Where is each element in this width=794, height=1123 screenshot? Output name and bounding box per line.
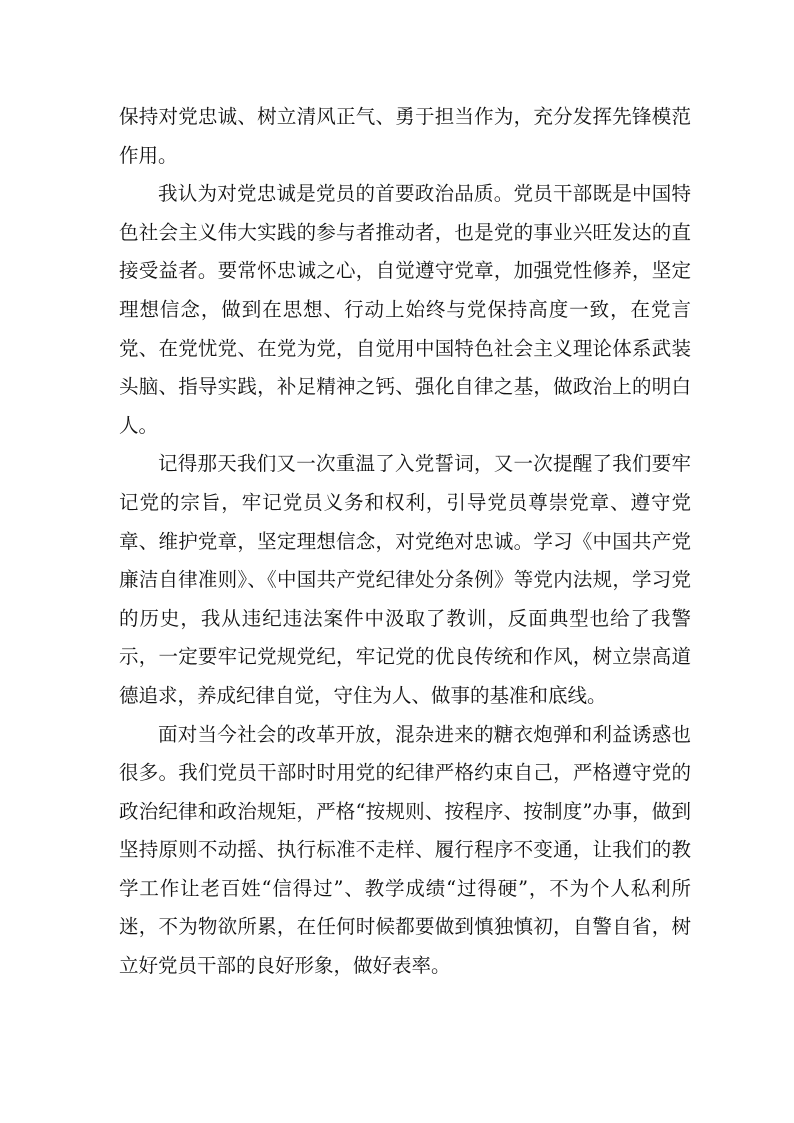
paragraph-loyalty: 我认为对党忠诚是党员的首要政治品质。党员干部既是中国特色社会主义伟大实践的参与者推动者，也是党的事业兴旺发达的直接受益者。要常怀忠诚之心，自觉遵守党章，加强党性修养，坚定理想信念，做到在思想、行动上始终与党保持高度一致，在党言党、在党忧党、在党为党，自觉用中国特色社会主义理论体系武装头脑、指导实践，补足精神之钙、强化自律之基，做政治上的明白人。 [119,182,691,437]
paragraph-discipline: 面对当今社会的改革开放，混杂进来的糖衣炮弹和利益诱惑也很多。我们党员干部时时用党的纪律严格约束自己，严格遵守党的政治纪律和政治规矩，严格“按规则、按程序、按制度”办事，做到坚持原则不动摇、执行标准不走样、履行程序不变通，让我们的教学工作让老百姓“信得过”、教学成绩“过得硬”，不为个人私利所迷，不为物欲所累，在任何时候都要做到慎独慎初，自警自省，树立好党员干部的良好形象，做好表率。 [119,722,691,978]
document-body [119,98,691,986]
paragraph-continuation: 保持对党忠诚、树立清风正气、勇于担当作为，充分发挥先锋模范作用。 [119,105,691,167]
paragraph-oath: 记得那天我们又一次重温了入党誓词，又一次提醒了我们要牢记党的宗旨，牢记党员义务和权利，引导党员尊崇党章、遵守党章、维护党章，坚定理想信念，对党绝对忠诚。学习《中国共产党廉洁自律准则》、《中国共产党纪律处分条例》等党内法规，学习党的历史，我从违纪违法案件中汲取了教训，反面典型也给了我警示，一定要牢记党规党纪，牢记党的优良传统和作风，树立崇高道德追求，养成纪律自觉，守住为人、做事的基准和底线。 [119,452,691,707]
